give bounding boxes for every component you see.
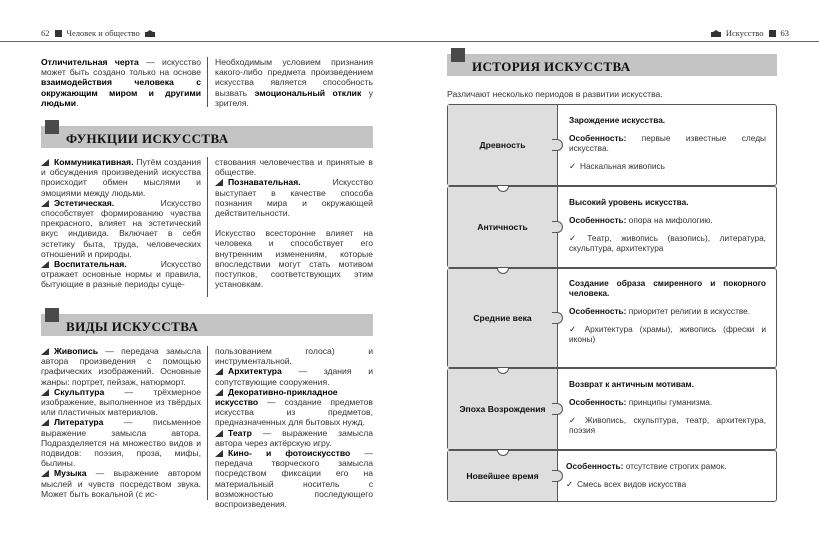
column-divider: [207, 346, 208, 500]
theater-icon: [145, 30, 155, 37]
functions-summary: Искусство всесторонне влияет на человека и способствует его внутренним изменениям, которые впоследствии могут стать мотивом поступков, соответствующих этим установкам.: [215, 228, 373, 290]
puzzle-notch: [497, 450, 509, 456]
page-number: 63: [780, 28, 789, 38]
type-item-painting: Живопись — передача замысла автора произведения с помощью графических изображений. Основные жанры: портрет, пейзаж, натюрморт.: [41, 346, 201, 387]
triangle-bullet-icon: [215, 389, 223, 396]
puzzle-notch: [552, 403, 563, 415]
running-head-right: [711, 26, 789, 40]
column-divider: [207, 57, 208, 107]
triangle-bullet-icon: [215, 368, 223, 375]
triangle-bullet-icon: [41, 389, 49, 396]
function-item-communicative: Коммуникативная. Путём создания и обсуждения произведений искусства происходит обмен мыслями и эмоциями между людьми.: [41, 157, 201, 198]
puzzle-notch: [497, 368, 509, 374]
triangle-bullet-icon: [41, 159, 49, 166]
timeline-row-middle-ages: [447, 268, 777, 368]
puzzle-notch: [497, 268, 509, 274]
section-heading-functions: ФУНКЦИИ ИСКУССТВА: [41, 126, 373, 148]
function-item-cognitive: Познавательная. Искусство выступает в качестве способа познания мира и окружающей действительности.: [215, 177, 373, 219]
period-details: Возврат к античным мотивам. Особенность: принципы гуманизма. ✓ Живопись, скульптура, театр, архитектура, поэзия: [569, 379, 767, 435]
period-details: Особенность: отсутствие строгих рамок. ✓ Смесь всех видов искусства: [566, 461, 727, 489]
running-head-left: [41, 26, 155, 40]
square-bullet-icon: [769, 30, 776, 37]
functions-col-2: ствования человечества и принятые в обществе. Познавательная. Искусство выступает в качестве способа познания мира и окружающей действительности. Искусство всесторонне влияет на человека и способствует его внутренним изменениям, которые впоследствии могут стать мотивом поступков, соответствующих этим установкам.: [215, 157, 373, 290]
intro-col-1: Отличительная черта — искусство может быть создано только на основе взаимодействия человека с окружающим миром и другими людьми.: [41, 57, 201, 108]
period-details: Высокий уровень искусства. Особенность: опора на мифологию. ✓ Театр, живопись (вазопись), литература, скульптура, архитектура: [569, 197, 766, 253]
triangle-bullet-icon: [41, 419, 49, 426]
period-label: Средние века: [448, 269, 558, 367]
type-item-decorative: Декоративно-прикладное искусство — создание предметов искусства из предметов, предназначенных для бытовых нужд.: [215, 386, 373, 428]
art-history-timeline: [447, 104, 777, 503]
check-icon: ✓: [566, 479, 573, 489]
type-item-sculpture: Скульптура — трёхмерное изображение, выполненное из твёрдых или пластичных материалов.: [41, 386, 201, 418]
section-heading-types: ВИДЫ ИСКУССТВА: [41, 314, 373, 336]
theater-icon: [711, 30, 721, 37]
types-col-2: пользованием голоса) и инструментальной. Архитектура — здания и сопутствующие сооружения. Декоративно-прикладное искусство — создание предметов искусства из предметов, предназначенных для бытовых нужд. Театр — выражение замысла автора через актёрскую игру. Кино- и фотоискусство — передача творческого замысла посредством фиксации его на материальный носитель с возможностью последующего воспроизведения.: [215, 346, 374, 510]
type-item-cinema-photo: Кино- и фотоискусство — передача творческого замысла посредством фиксации его на материальный носитель с возможностью последующего воспроизведения.: [215, 448, 374, 510]
section-heading-history: ИСТОРИЯ ИСКУССТВА: [447, 54, 777, 76]
type-item-architecture: Архитектура — здания и сопутствующие сооружения.: [215, 366, 373, 387]
triangle-bullet-icon: [215, 430, 223, 437]
types-col-1: [41, 346, 201, 499]
triangle-bullet-icon: [41, 348, 49, 355]
functions-col-1: [41, 157, 201, 290]
period-label: Древность: [448, 105, 558, 185]
chapter-title: Искусство: [725, 28, 764, 38]
check-icon: ✓: [569, 324, 581, 334]
timeline-row-ancient: [447, 104, 777, 186]
timeline-row-modern: [447, 450, 777, 502]
check-icon: ✓: [569, 233, 584, 243]
column-divider: [207, 157, 208, 297]
square-marker-icon: [45, 308, 59, 322]
period-label: Эпоха Возрождения: [448, 369, 558, 449]
period-label: Античность: [448, 187, 558, 267]
period-details: Зарождение искусства. Особенность: первые известные следы искусства. ✓ Наскальная живопись: [569, 115, 766, 171]
triangle-bullet-icon: [41, 200, 49, 207]
puzzle-notch: [552, 221, 563, 233]
function-item-aesthetic: Эстетическая. Искусство способствует формированию чувства прекрасного, влияет на эстетический вкус индивида. Включает в себя эстетику быта, труда, человеческих отношений и природы.: [41, 197, 201, 259]
puzzle-notch: [552, 139, 563, 151]
history-intro: Различают несколько периодов в развитии искусства.: [447, 89, 663, 99]
triangle-bullet-icon: [41, 261, 49, 268]
check-icon: ✓: [569, 161, 576, 171]
check-icon: ✓: [569, 415, 581, 425]
type-item-theatre: Театр — выражение замысла автора через актёрскую игру.: [215, 427, 373, 448]
header-rule: [410, 41, 819, 42]
square-marker-icon: [45, 120, 59, 134]
timeline-row-renaissance: [447, 368, 777, 450]
period-label: Новейшее время: [448, 451, 558, 501]
page-number: 62: [41, 28, 50, 38]
period-details: Создание образа смиренного и покорного человека. Особенность: приоритет религии в искусстве. ✓ Архитектура (храмы), живопись (фрески и иконы): [569, 278, 767, 344]
square-marker-icon: [451, 48, 465, 62]
type-item-literature: Литература — письменное выражение замысла автора. Подразделяется на множество видов и подвидов: поэзия, проза, мифы, былины.: [41, 417, 201, 469]
timeline-row-antiquity: [447, 186, 777, 268]
puzzle-notch: [552, 312, 563, 324]
intro-col-2: Необходимым условием признания какого-либо предмета произведением искусства является способность вызвать эмоциональный отклик у зрителя.: [215, 57, 374, 108]
triangle-bullet-icon: [41, 470, 49, 477]
function-item-educational: Воспитательная. Искусство отражает основные нормы и правила, бытующие в разные периоды суще-: [41, 259, 201, 290]
puzzle-notch: [552, 470, 563, 482]
header-rule: [0, 41, 410, 42]
triangle-bullet-icon: [215, 450, 223, 457]
triangle-bullet-icon: [215, 179, 223, 186]
type-item-music: Музыка — выражение автором мыслей и чувств посредством звука. Может быть вокальной (с ис-: [41, 468, 201, 499]
square-bullet-icon: [55, 30, 62, 37]
chapter-title: Человек и общество: [66, 28, 140, 38]
puzzle-notch: [497, 186, 509, 192]
